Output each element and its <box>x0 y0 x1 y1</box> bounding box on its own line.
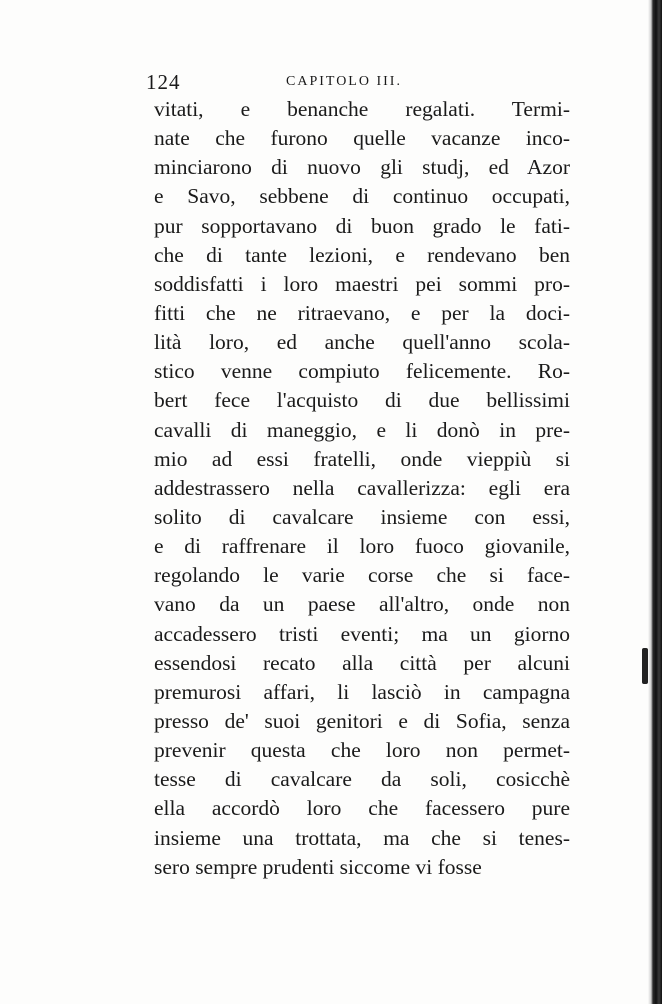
text-line: premurosi affari, li lasciò in campagna <box>154 679 570 704</box>
text-line: soddisfatti i loro maestri pei sommi pro- <box>154 271 570 296</box>
text-line: nate che furono quelle vacanze inco- <box>154 126 570 151</box>
text-line: e Savo, sebbene di continuo occupati, <box>154 184 570 209</box>
text-line: pur sopportavano di buon grado le fati- <box>154 213 570 238</box>
text-line: ella accordò loro che facessero pure <box>154 796 570 821</box>
text-line: regolando le varie corse che si face- <box>154 563 570 588</box>
text-line: vitati, e benanche regalati. Termi- <box>154 97 570 121</box>
page-edge-mark <box>642 648 648 684</box>
text-line: presso de' suoi genitori e di Sofia, senza <box>154 708 570 733</box>
text-line: tesse di cavalcare da soli, cosicchè <box>154 767 570 792</box>
text-line: accadessero tristi eventi; ma un giorno <box>154 621 570 646</box>
text-line: addestrassero nella cavallerizza: egli era <box>154 475 570 500</box>
text-line: prevenir questa che loro non permet- <box>154 738 570 763</box>
body-text <box>154 95 570 882</box>
text-line: insieme una trottata, ma che si tenes- <box>154 825 570 850</box>
text-line: che di tante lezioni, e rendevano ben <box>154 242 570 267</box>
text-line: vano da un paese all'altro, onde non <box>154 592 570 617</box>
text-line: solito di cavalcare insieme con essi, <box>154 504 570 529</box>
text-line: lità loro, ed anche quell'anno scola- <box>154 330 570 355</box>
text-line: cavalli di maneggio, e li donò in pre- <box>154 417 570 442</box>
text-line: bert fece l'acquisto di due bellissimi <box>154 388 570 413</box>
text-line: e di raffrenare il loro fuoco giovanile, <box>154 534 570 559</box>
page-number: 124 <box>146 70 181 94</box>
text-line: mio ad essi fratelli, onde vieppiù si <box>154 446 570 471</box>
text-line: fitti che ne ritraevano, e per la doci- <box>154 300 570 325</box>
running-head: CAPITOLO III. <box>286 74 402 89</box>
text-line: minciarono di nuovo gli studj, ed Azor <box>154 155 570 180</box>
text-line: stico venne compiuto felicemente. Ro- <box>154 359 570 384</box>
text-line: essendosi recato alla città per alcuni <box>154 650 570 675</box>
page-edge-shadow <box>648 0 662 1004</box>
text-line: sero sempre prudenti siccome vi fosse <box>154 854 482 879</box>
page-header <box>146 72 566 94</box>
